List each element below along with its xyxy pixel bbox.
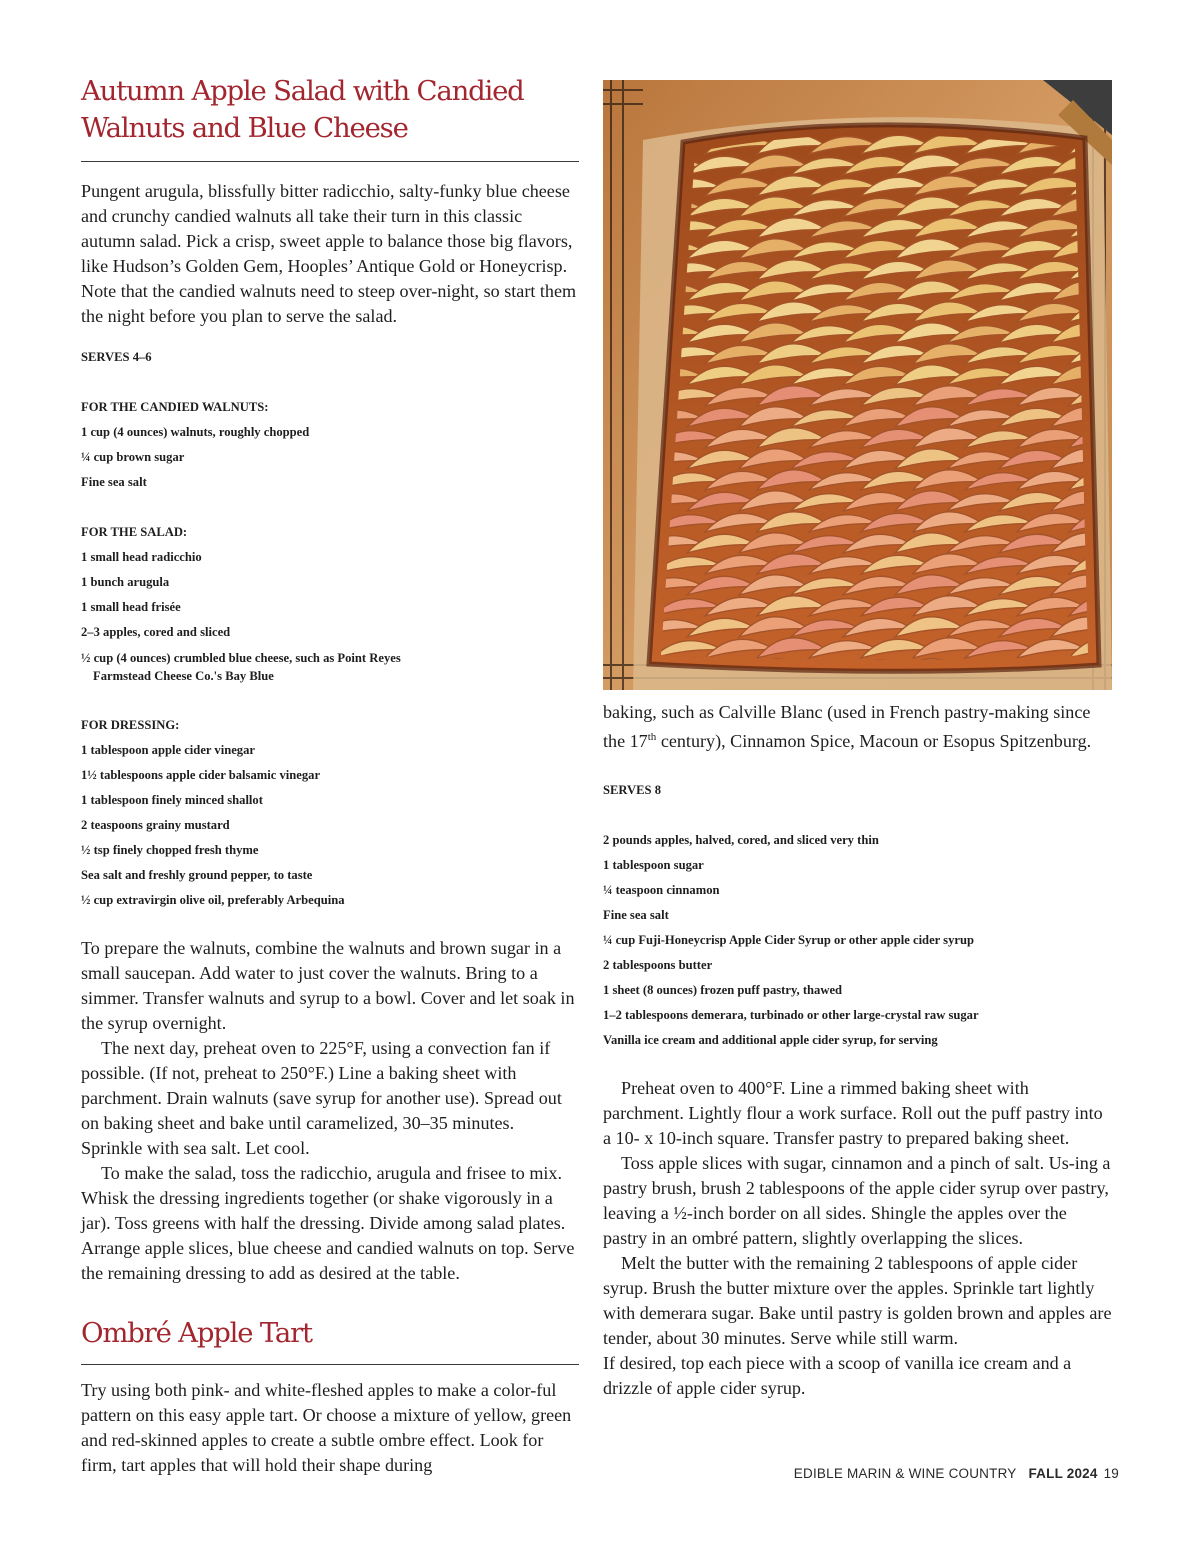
ingredient-item: 1 cup (4 ounces) walnuts, roughly chopped xyxy=(81,425,310,439)
tart-intro-part1: Try using both pink- and white-fleshed apples to make a color-ful pattern on this easy apple tart. Or choose a mixture of yellow, green and red-skinned apples to create a subtle ombre effect. Look for firm, tart apples that will hold their shape during xyxy=(81,1380,572,1475)
publication-name: EDIBLE MARIN & WINE COUNTRY xyxy=(793,1466,1017,1481)
salad-method xyxy=(81,936,579,1286)
ingredient-item: 1 tablespoon apple cider vinegar xyxy=(81,743,255,757)
method-paragraph: Preheat oven to 400°F. Line a rimmed baking sheet with parchment. Lightly flour a work surface. Roll out the puff pastry into a 10- x 10-inch square. Transfer pastry to prepared baking sheet. xyxy=(603,1078,1103,1149)
tart-serves: SERVES 8 xyxy=(603,783,661,798)
title-line: Walnuts and Blue Cheese xyxy=(81,112,408,144)
method-paragraph: To make the salad, toss the radicchio, arugula and frisee to mix. Whisk the dressing ingredients together (or shake vigorously in a jar). Toss greens with half the dressing. Divide among salad plates. Arrange apple slices, blue cheese and candied walnuts on top. Serve the remaining dressing to add as desired at the table. xyxy=(81,1163,575,1283)
ingredient-item: 2 teaspoons grainy mustard xyxy=(81,818,230,832)
walnuts-ingredient-list xyxy=(81,420,579,495)
dressing-ingredient-list xyxy=(81,738,579,913)
apple-tart-illustration xyxy=(603,80,1112,690)
dressing-heading: FOR DRESSING: xyxy=(81,718,180,732)
title-divider xyxy=(81,161,579,162)
ingredient-item: Fine sea salt xyxy=(81,475,147,489)
ingredient-item: 1 sheet (8 ounces) frozen puff pastry, thawed xyxy=(603,983,843,998)
ingredient-item: ¼ cup Fuji-Honeycrisp Apple Cider Syrup or other apple cider syrup xyxy=(603,933,974,948)
ingredient-item: ¼ cup brown sugar xyxy=(81,450,185,464)
ingredient-item: 1 small head radicchio xyxy=(81,550,202,564)
page-number: 19 xyxy=(1103,1466,1119,1481)
ingredient-item: Fine sea salt xyxy=(603,908,669,923)
method-paragraph: Melt the butter with the remaining 2 tablespoons of apple cider syrup. Brush the butter mixture over the apples. Sprinkle tart lightly with demerara sugar. Bake until pastry is golden brown and apples are tender, about 30 minutes. Serve while still warm. xyxy=(603,1253,1112,1349)
recipe-title-salad xyxy=(81,73,579,147)
ingredient-item: Sea salt and freshly ground pepper, to taste xyxy=(81,868,313,882)
left-column xyxy=(81,70,579,1478)
ingredient-item: 1 tablespoon finely minced shallot xyxy=(81,793,263,807)
ingredient-item: ½ cup extravirgin olive oil, preferably Arbequina xyxy=(81,893,345,907)
ingredient-item: 1–2 tablespoons demerara, turbinado or other large-crystal raw sugar xyxy=(603,1008,979,1023)
tart-intro-text: century), Cinnamon Spice, Macoun or Esopus Spitzenburg. xyxy=(656,731,1092,752)
tart-intro-text: baking, such as Calville Blanc (used in French pastry-making since the 17 xyxy=(603,702,1091,752)
method-paragraph: Toss apple slices with sugar, cinnamon and a pinch of salt. Us-ing a pastry brush, brush 2 tablespoons of the apple cider syrup over pastry, leaving a ½-inch border on all sides. Shingle the apples over the pastry in an ombré pattern, slightly overlapping the slices. xyxy=(603,1153,1111,1249)
ingredient-item: 1 small head frisée xyxy=(81,600,181,614)
ingredient-item: 1 tablespoon sugar xyxy=(603,858,704,873)
issue-label: FALL 2024 xyxy=(1028,1466,1098,1481)
ingredient-item: 1 bunch arugula xyxy=(81,575,170,589)
ingredient-item: Vanilla ice cream and additional apple cider syrup, for serving xyxy=(603,1033,938,1048)
ingredient-item: 2 pounds apples, halved, cored, and sliced very thin xyxy=(603,833,879,848)
ingredient-item: 2 tablespoons butter xyxy=(603,958,713,973)
right-column xyxy=(603,700,1113,1401)
method-paragraph: To prepare the walnuts, combine the walnuts and brown sugar in a small saucepan. Add water to just cover the walnuts. Bring to a simmer. Transfer walnuts and syrup to a bowl. Cover and let soak in the syrup overnight. xyxy=(81,938,575,1033)
walnuts-heading: FOR THE CANDIED WALNUTS: xyxy=(81,400,269,414)
title-divider xyxy=(81,1364,579,1365)
recipe-title-tart: Ombré Apple Tart xyxy=(81,1317,312,1349)
tart-ingredient-list xyxy=(603,828,1113,1053)
ingredient-item: 2–3 apples, cored and sliced xyxy=(81,625,231,639)
method-paragraph: The next day, preheat oven to 225°F, using a convection fan if possible. (If not, preheat to 250°F.) Line a baking sheet with parchment. Drain walnuts (save syrup for another use). Spread out on baking sheet and bake until caramelized, 30–35 minutes. Sprinkle with sea salt. Let cool. xyxy=(81,1038,562,1158)
tart-photo xyxy=(603,80,1112,690)
title-line: Autumn Apple Salad with Candied xyxy=(81,75,524,107)
page-footer xyxy=(794,1466,1119,1481)
ingredient-item: ½ tsp finely chopped fresh thyme xyxy=(81,843,259,857)
ingredient-item: ¼ teaspoon cinnamon xyxy=(603,883,720,898)
salad-intro: Pungent arugula, blissfully bitter radicchio, salty-funky blue cheese and crunchy candied walnuts all take their turn in this classic autumn salad. Pick a crisp, sweet apple to balance those big flavors, like Hudson’s Golden Gem, Hooples’ Antique Gold or Honeycrisp. Note that the candied walnuts need to steep over-night, so start them the night before you plan to serve the salad. xyxy=(81,181,577,326)
ingredient-item: 1½ tablespoons apple cider balsamic vinegar xyxy=(81,768,321,782)
ingredient-line: Farmstead Cheese Co.'s Bay Blue xyxy=(93,669,274,683)
superscript: th xyxy=(647,731,657,743)
ingredient-line: ½ cup (4 ounces) crumbled blue cheese, such as Point Reyes xyxy=(81,651,401,665)
salad-ingredient-list xyxy=(81,545,579,688)
salad-serves: SERVES 4–6 xyxy=(81,350,152,364)
tart-intro-part2 xyxy=(603,700,1113,754)
salad-heading: FOR THE SALAD: xyxy=(81,525,188,539)
ingredient-item xyxy=(81,645,579,688)
method-paragraph: If desired, top each piece with a scoop of vanilla ice cream and a drizzle of apple cider syrup. xyxy=(603,1353,1072,1399)
tart-method xyxy=(603,1076,1113,1401)
